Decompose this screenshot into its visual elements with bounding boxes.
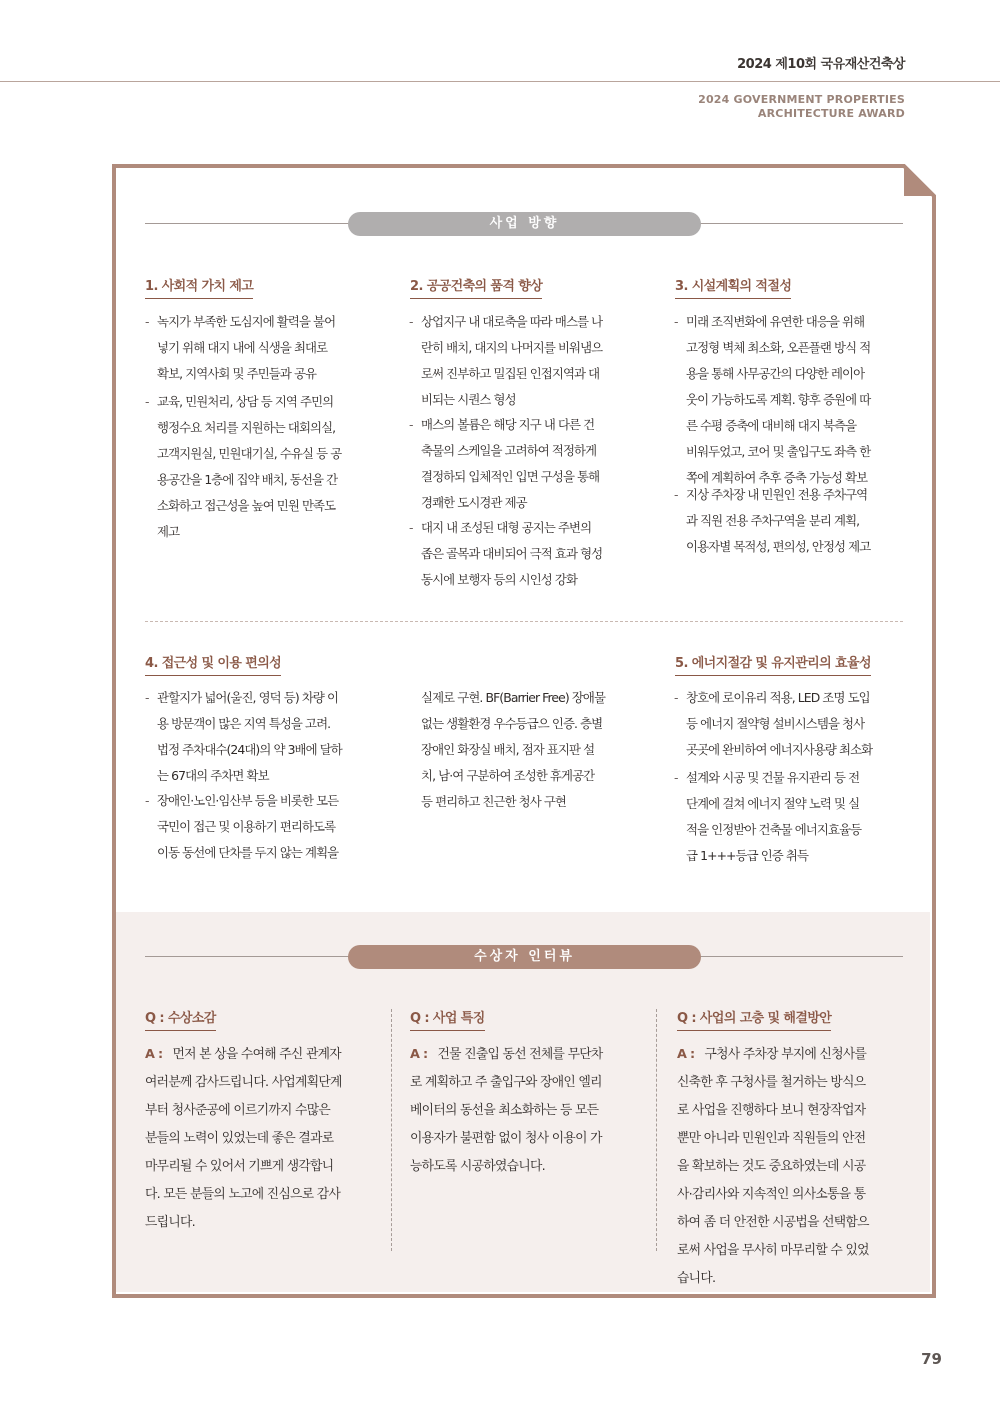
interview-q1-title: Q : 수상소감	[145, 1007, 216, 1031]
section-divider	[145, 621, 903, 622]
answer-label: A :	[410, 1047, 428, 1062]
bullet-dash: -	[145, 314, 149, 329]
col1-bullet-1: - 녹지가 부족한 도심지에 활력을 불어 넣기 위해 대지 내에 식생을 최대로 확보, 지역사회 및 주민들과 공유	[157, 309, 335, 387]
bullet-dash: -	[674, 690, 678, 705]
bullet-dash: -	[145, 394, 149, 409]
answer-label: A :	[145, 1047, 163, 1062]
col4-title: 4. 접근성 및 이용 편의성	[145, 652, 281, 676]
col2-title: 2. 공공건축의 품격 향상	[410, 275, 542, 299]
col5-bullet-1: - 창호에 로이유리 적용, LED 조명 도입 등 에너지 절약형 설비시스템을 청사 곳곳에 완비하여 에너지사용량 최소화	[686, 685, 872, 763]
interview-q1-answer: A : 먼저 본 상을 수여해 주신 관계자 여러분께 감사드립니다. 사업계획단계 부터 청사준공에 이르기까지 수많은 분들의 노력이 있었는데 좋은 결과로 마무리될 수 있어서 기쁘게 생각합니 다. 모든 분들의 노고에 진심으로 감사 드립니다.	[145, 1047, 342, 1230]
bullet-dash: -	[145, 690, 149, 705]
header-title-en-line1: 2024 GOVERNMENT PROPERTIES	[698, 93, 905, 106]
col5-title: 5. 에너지절감 및 유지관리의 효율성	[675, 652, 871, 676]
col3-title: 3. 시설계획의 적절성	[675, 275, 791, 299]
section-heading-interview	[145, 945, 903, 969]
bullet-dash: -	[674, 487, 678, 502]
section-heading-business-direction	[145, 212, 903, 236]
col2-bullet-2: - 매스의 볼륨은 해당 지구 내 다른 건 축물의 스케일을 고려하여 적정하게 결정하되 입체적인 입면 구성을 통해 경쾌한 도시경관 제공	[421, 412, 599, 516]
header-rule	[0, 81, 1000, 82]
interview-q3-title: Q : 사업의 고충 및 해결방안	[677, 1007, 831, 1031]
col4-continuation: 실제로 구현. BF(Barrier Free) 장애물 없는 생활환경 우수등급으 인증. 층별 장애인 화장실 배치, 점자 표지판 설 치, 남·여 구분하여 조성한 휴게공간 등 편리하고 친근한 청사 구현	[421, 690, 606, 809]
col5-bullet-2: - 설계와 시공 및 건물 유지관리 등 전 단계에 걸쳐 에너지 절약 노력 및 실 적을 인정받아 건축물 에너지효율등 급 1+++등급 인증 취득	[686, 765, 861, 869]
column-separator	[656, 1009, 657, 1251]
section-heading-label: 수상자 인터뷰	[348, 945, 701, 969]
col1-title: 1. 사회적 가치 제고	[145, 275, 253, 299]
col2-bullet-1: - 상업지구 내 대로축을 따라 매스를 나 란히 배치, 대지의 나머지를 비워냄으 로써 진부하고 밀집된 인접지역과 대 비되는 시퀀스 형성	[421, 309, 602, 413]
col3-bullet-2: - 지상 주차장 내 민원인 전용 주차구역 과 직원 전용 주차구역을 분리 계획, 이용자별 목적성, 편의성, 안정성 제고	[686, 482, 870, 560]
answer-label: A :	[677, 1047, 695, 1062]
header-title-en	[698, 93, 905, 121]
bullet-dash: -	[674, 314, 678, 329]
col4-bullet-1: - 관할지가 넓어(울진, 영덕 등) 차량 이 용 방문객이 많은 지역 특성을 고려. 법정 주차대수(24대)의 약 3배에 달하 는 67대의 주차면 확보	[157, 685, 342, 789]
col2-bullet-3: - 대지 내 조성된 대형 공지는 주변의 좁은 골목과 대비되어 극적 효과 형성 동시에 보행자 등의 시인성 강화	[421, 515, 602, 593]
col3-bullet-1: - 미래 조직변화에 유연한 대응을 위해 고정형 벽체 최소화, 오픈플랜 방식 적 용을 통해 사무공간의 다양한 레이아 웃이 가능하도록 계획. 향후 증원에 따 른 수평 증축에 대비해 대지 북측을 비워두었고, 코어 및 출입구도 좌측 한 쪽에 계획하여 추후 증축 가능성 확보	[686, 309, 870, 491]
bullet-dash: -	[409, 314, 413, 329]
col4-bullet-2: - 장애인·노인·임산부 등을 비롯한 모든 국민이 접근 및 이용하기 편리하도록 이동 동선에 단차를 두지 않는 계획을	[157, 788, 338, 866]
header-title-kr: 2024 제10회 국유재산건축상	[737, 57, 905, 72]
section-heading-label: 사업 방향	[348, 212, 701, 236]
interview-q3-answer: A : 구청사 주차장 부지에 신청사를 신축한 후 구청사를 철거하는 방식으 로 사업을 진행하다 보니 현장작업자 뿐만 아니라 민원인과 직원들의 안전 을 확보하는 것도 중요하였는데 시공 사·감리사와 지속적인 의사소통을 통 하여 좀 더 안전한 시공법을 선택함으 로써 사업을 무사히 마무리할 수 있었 습니다.	[677, 1047, 869, 1286]
interview-q2-answer: A : 건물 진출입 동선 전체를 무단차 로 계획하고 주 출입구와 장애인 엘리 베이터의 동선을 최소화하는 등 모든 이용자가 불편함 없이 청사 이용이 가 능하도록 시공하였습니다.	[410, 1047, 603, 1174]
col1-bullet-2: - 교육, 민원처리, 상담 등 지역 주민의 행정수요 처리를 지원하는 대회의실, 고객지원실, 민원대기실, 수유실 등 공 용공간을 1층에 집약 배치, 동선을 간 소화하고 접근성을 높여 민원 만족도 제고	[157, 389, 341, 545]
column-separator	[391, 1009, 392, 1251]
bullet-dash: -	[145, 793, 149, 808]
bullet-dash: -	[674, 770, 678, 785]
bullet-dash: -	[409, 417, 413, 432]
header-title-en-line2: ARCHITECTURE AWARD	[757, 107, 905, 120]
bullet-dash: -	[409, 520, 413, 535]
interview-q2-title: Q : 사업 특징	[410, 1007, 485, 1031]
page-number: 79	[921, 1350, 942, 1368]
